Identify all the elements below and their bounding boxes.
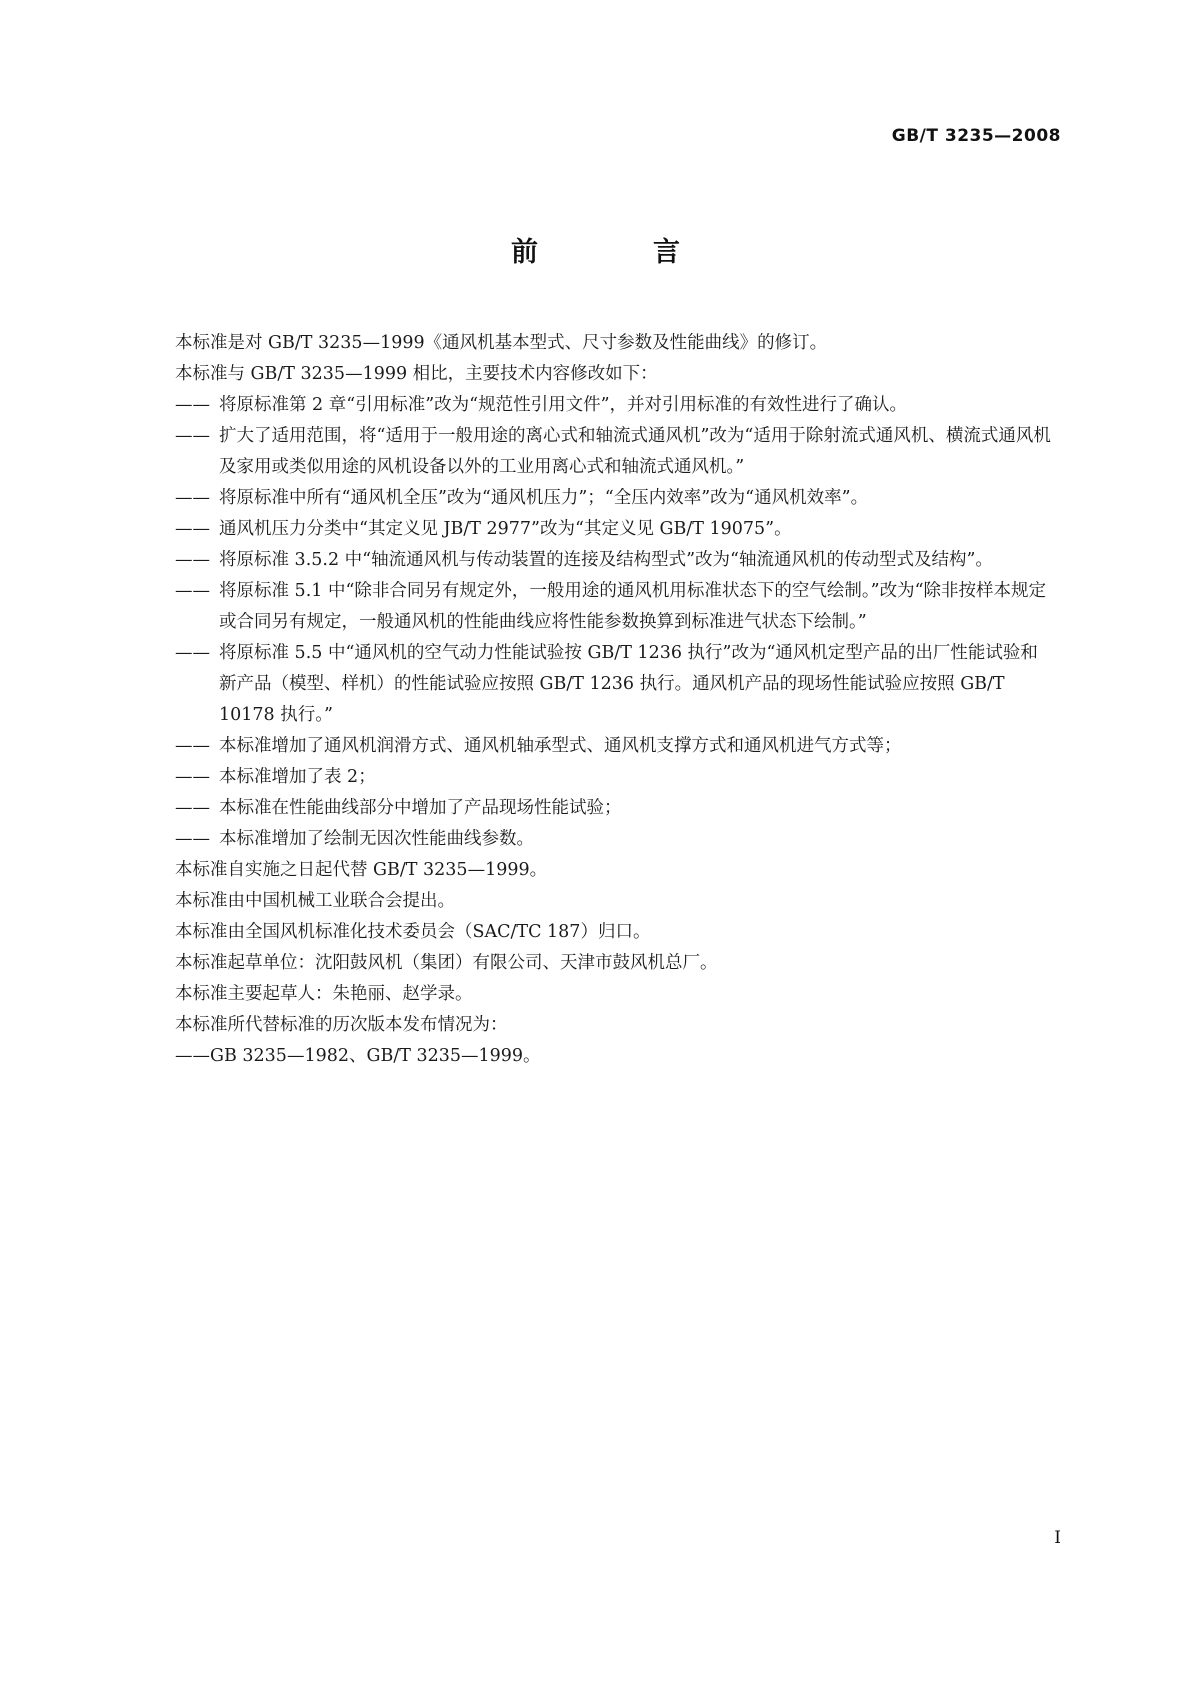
change-item-text: 通风机压力分类中“其定义见 JB/T 2977”改为“其定义见 GB/T 19075”。 bbox=[219, 519, 792, 539]
change-item-text: 本标准增加了通风机润滑方式、通风机轴承型式、通风机支撑方式和通风机进气方式等； bbox=[219, 736, 902, 756]
closing-paragraph: 本标准由全国风机标准化技术委员会（SAC/TC 187）归口。 bbox=[175, 922, 651, 942]
closing-paragraph: 本标准所代替标准的历次版本发布情况为： bbox=[175, 1015, 508, 1035]
change-item-text: 将原标准中所有“通风机全压”改为“通风机压力”；“全压内效率”改为“通风机效率”。 bbox=[219, 488, 869, 508]
change-item-text: 本标准增加了绘制无因次性能曲线参数。 bbox=[219, 829, 534, 849]
standard-code: GB/T 3235—2008 bbox=[891, 126, 1061, 146]
change-item bbox=[175, 731, 1055, 762]
intro-paragraph: 本标准是对 GB/T 3235—1999《通风机基本型式、尺寸参数及性能曲线》的修订。 bbox=[175, 333, 828, 353]
dash-marker: —— bbox=[175, 829, 210, 849]
dash-marker: —— bbox=[175, 1046, 210, 1066]
change-item bbox=[175, 638, 1055, 731]
history-item bbox=[175, 1041, 1055, 1072]
change-item-text: 将原标准 5.1 中“除非合同另有规定外，一般用途的通风机用标准状态下的空气绘制。”改为“除非按样本规定或合同另有规定，一般通风机的性能曲线应将性能参数换算到标准进气状态下绘制。” bbox=[219, 581, 1047, 632]
change-item bbox=[175, 824, 1055, 855]
dash-marker: —— bbox=[175, 519, 210, 539]
dash-marker: —— bbox=[175, 736, 210, 756]
change-item-text: 将原标准第 2 章“引用标准”改为“规范性引用文件”，并对引用标准的有效性进行了确认。 bbox=[219, 395, 908, 415]
closing-paragraph: 本标准起草单位：沈阳鼓风机（集团）有限公司、天津市鼓风机总厂。 bbox=[175, 953, 718, 973]
dash-marker: —— bbox=[175, 426, 210, 446]
page-number: I bbox=[1054, 1528, 1061, 1548]
page-title: 前 言 bbox=[511, 237, 724, 268]
change-item bbox=[175, 793, 1055, 824]
foreword-body bbox=[175, 328, 1055, 1072]
change-item bbox=[175, 514, 1055, 545]
change-item-text: 将原标准 3.5.2 中“轴流通风机与传动装置的连接及结构型式”改为“轴流通风机的传动型式及结构”。 bbox=[219, 550, 993, 570]
change-item bbox=[175, 762, 1055, 793]
dash-marker: —— bbox=[175, 798, 210, 818]
dash-marker: —— bbox=[175, 395, 210, 415]
dash-marker: —— bbox=[175, 643, 210, 663]
dash-marker: —— bbox=[175, 581, 210, 601]
change-item-text: 将原标准 5.5 中“通风机的空气动力性能试验按 GB/T 1236 执行”改为“通风机定型产品的出厂性能试验和新产品（模型、样机）的性能试验应按照 GB/T 1236 执行。通风机产品的现场性能试验应按照 GB/T 10178 执行。” bbox=[219, 643, 1038, 725]
change-item bbox=[175, 390, 1055, 421]
change-item bbox=[175, 483, 1055, 514]
change-item-text: 本标准在性能曲线部分中增加了产品现场性能试验； bbox=[219, 798, 622, 818]
change-item-text: 本标准增加了表 2； bbox=[219, 767, 376, 787]
change-item bbox=[175, 545, 1055, 576]
change-item bbox=[175, 576, 1055, 638]
dash-marker: —— bbox=[175, 550, 210, 570]
closing-paragraph: 本标准主要起草人：朱艳丽、赵学录。 bbox=[175, 984, 473, 1004]
change-item-text: 扩大了适用范围，将“适用于一般用途的离心式和轴流式通风机”改为“适用于除射流式通风机、横流式通风机及家用或类似用途的风机设备以外的工业用离心式和轴流式通风机。” bbox=[219, 426, 1051, 477]
dash-marker: —— bbox=[175, 488, 210, 508]
history-item-text: GB 3235—1982、GB/T 3235—1999。 bbox=[210, 1046, 541, 1066]
dash-marker: —— bbox=[175, 767, 210, 787]
change-item bbox=[175, 421, 1055, 483]
intro-paragraph: 本标准与 GB/T 3235—1999 相比，主要技术内容修改如下： bbox=[175, 364, 658, 384]
closing-paragraph: 本标准由中国机械工业联合会提出。 bbox=[175, 891, 455, 911]
closing-paragraph: 本标准自实施之日起代替 GB/T 3235—1999。 bbox=[175, 860, 548, 880]
